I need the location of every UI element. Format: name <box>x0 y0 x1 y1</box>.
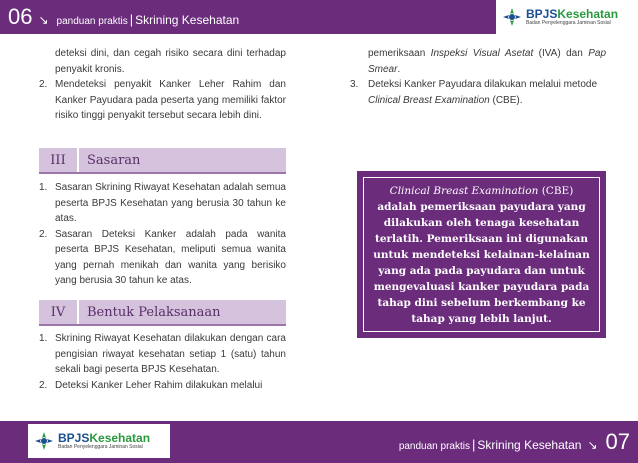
item-text: Skrining Riwayat Kesehatan dilakukan dengan cara pengisian riwayat kesehatan setiap 1 (satu) tahun sekali bagi peserta BPJS Kesehatan. <box>55 333 286 375</box>
section-number: IV <box>39 300 79 324</box>
logo-subtitle: Badan Penyelenggara Jaminan Sosial <box>58 444 143 450</box>
guide-label: panduan praktis <box>398 441 470 452</box>
item-number: 3. <box>350 79 359 90</box>
list-item <box>39 180 286 227</box>
continued-text: deteksi dini, dan cegah risiko secara dini terhadap penyakit kronis. <box>55 48 286 75</box>
section3-list <box>39 180 286 289</box>
section-heading-bentuk-pelaksanaan <box>39 300 286 326</box>
item-text: Sasaran Skrining Riwayat Kesehatan adalah semua peserta BPJS Kesehatan yang berusia 30 tahun ke atas. <box>55 182 286 224</box>
list-item <box>39 46 286 77</box>
callout-term: Clinical Breast Examination <box>389 185 539 197</box>
item-text: Deteksi Kanker Leher Rahim dilakukan melalui <box>55 379 263 391</box>
header-left <box>8 4 239 30</box>
list-item <box>39 331 286 378</box>
list-item <box>39 378 286 394</box>
callout-box <box>357 171 606 338</box>
item-text: Sasaran Deteksi Kanker adalah pada wanita peserta BPJS Kesehatan, meliputi semua wanita yang pernah menikah dan wanita yang berisiko yang berusia 30 tahun ke atas. <box>55 228 286 286</box>
item-number: 2. <box>39 79 48 90</box>
right-top-text <box>350 46 606 108</box>
callout-body: adalah pemeriksaan payudara yang dilakukan oleh tenaga kesehatan terlatih. Pemeriksaan ini digunakan untuk mendeteksi kelainan-kelainan yang ada pada payudara dan untuk mengevaluasi kanker payudara pada tahap dini sebelum berkembang ke tahap yang lebih lanjut. <box>373 201 590 325</box>
left-top-text <box>39 46 286 124</box>
callout-text: Clinical Breast Examination (CBE) adalah pemeriksaan payudara yang dilakukan oleh tenaga kesehatan terlatih. Pemeriksaan ini digunakan untuk mendeteksi kelainan-kelainan yang ada pada payudara dan untuk mengevaluasi kanker payudara pada tahap dini sebelum berkembang ke tahap yang lebih lanjut. <box>363 177 600 332</box>
guide-label: panduan praktis <box>56 16 128 27</box>
section-title: Sasaran <box>87 152 141 168</box>
arrow-icon: ↘ <box>38 13 49 27</box>
item-number: 2. <box>39 379 48 391</box>
section4-list <box>39 331 286 393</box>
arrow-icon: ↘ <box>587 438 598 452</box>
bpjs-logo-top <box>496 0 638 34</box>
list-item <box>350 77 606 108</box>
list-item <box>350 46 606 77</box>
section-heading-sasaran <box>39 148 286 174</box>
item-number: 2. <box>39 228 48 240</box>
section-label: Skrining Kesehatan <box>135 13 240 27</box>
item-number: 1. <box>39 182 48 193</box>
item-text: Mendeteksi penyakit Kanker Leher Rahim dan Kanker Payudara pada peserta yang memiliki faktor risiko tinggi penyakit tersebut secara lebih dini. <box>55 79 286 121</box>
list-item <box>39 77 286 124</box>
bpjs-logo-icon <box>34 431 54 451</box>
bpjs-logo-bottom <box>28 424 170 458</box>
item-text: Deteksi Kanker Payudara dilakukan melalui metode Clinical Breast Examination (CBE). <box>368 79 598 106</box>
section-number: III <box>39 148 79 172</box>
continued-text: pemeriksaan Inspeksi Visual Asetat (IVA) dan Pap Smear. <box>368 48 607 75</box>
bpjs-logo-icon <box>502 7 522 27</box>
logo-name-kesehatan: Kesehatan <box>89 431 151 445</box>
page-number: 07 <box>605 429 630 454</box>
item-number: 1. <box>39 333 48 344</box>
footer-right <box>399 429 630 455</box>
page-number: 06 <box>8 4 33 29</box>
logo-name-kesehatan: Kesehatan <box>557 7 619 21</box>
logo-subtitle: Badan Penyelenggara Jaminan Sosial <box>526 20 611 26</box>
section-label: Skrining Kesehatan <box>477 438 582 452</box>
separator: | <box>471 437 476 452</box>
logo-name-bpjs: BPJS <box>58 431 90 445</box>
separator: | <box>129 12 134 27</box>
section-title: Bentuk Pelaksanaan <box>87 304 221 320</box>
logo-name-bpjs: BPJS <box>526 7 558 21</box>
list-item <box>39 227 286 289</box>
